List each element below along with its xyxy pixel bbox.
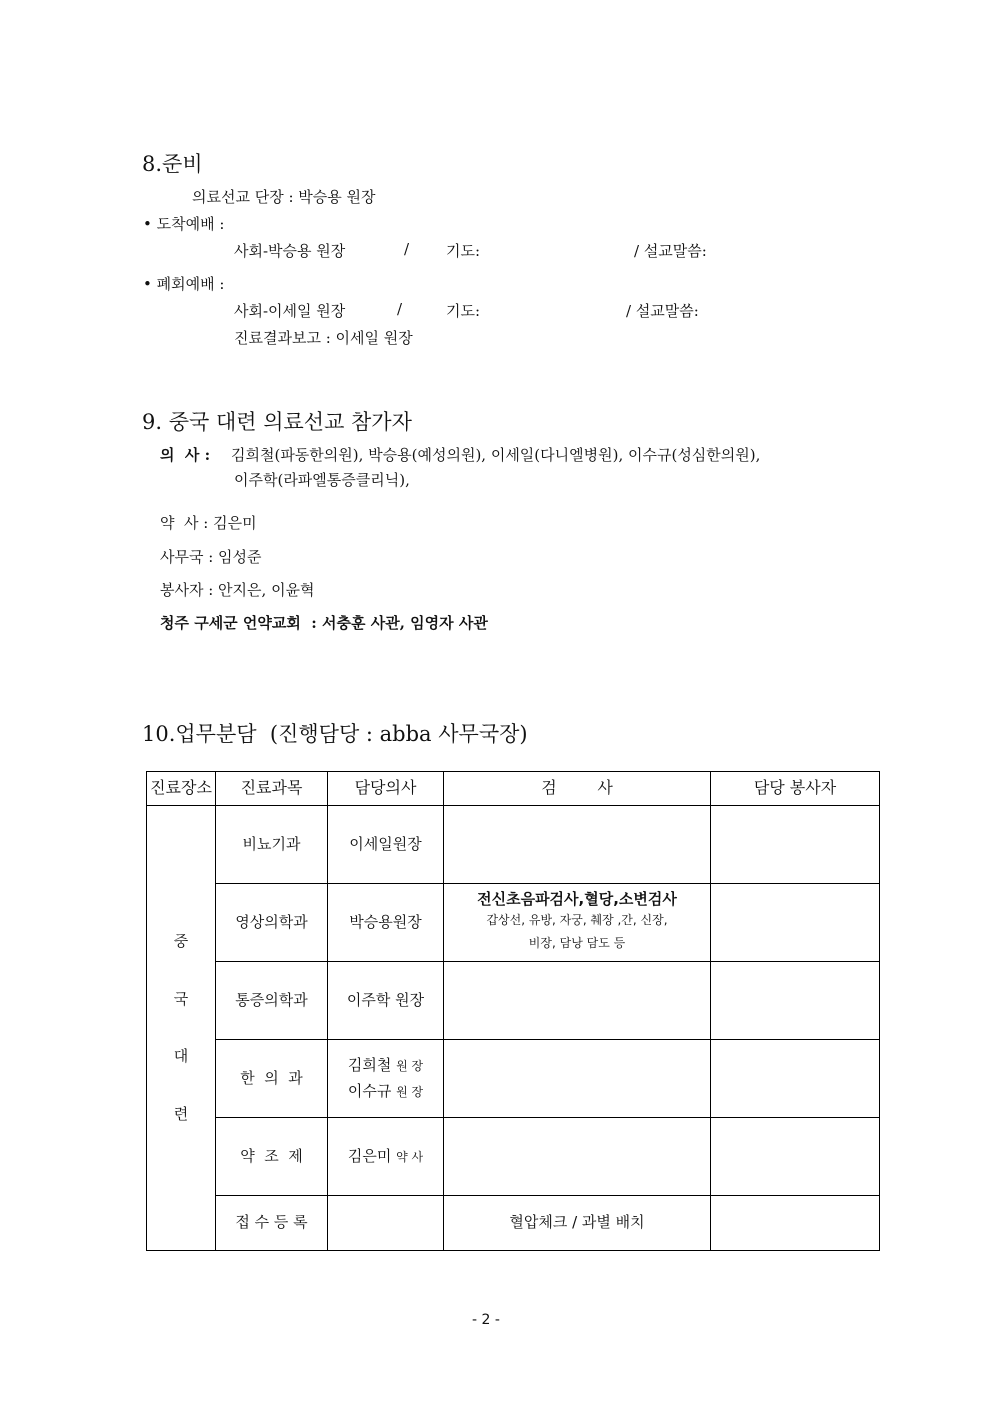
office-staff: 사무국 : 임성준: [160, 548, 262, 566]
doctor-cell: 박승용원장: [328, 884, 444, 962]
header-department: 진료과목: [216, 772, 328, 806]
closing-prayer: 기도:: [446, 302, 481, 320]
dept-cell: 비뇨기과: [216, 806, 328, 884]
dept-cell: 영상의학과: [216, 884, 328, 962]
volunteer-cell: [711, 962, 880, 1040]
header-exam: 검 사: [444, 772, 711, 806]
place-cell: [147, 806, 216, 1251]
place-char: 대: [173, 1047, 189, 1065]
exam-cell: [444, 1040, 711, 1118]
doctor-name: 이수규: [347, 1081, 392, 1100]
work-assignment-table: [146, 771, 880, 1251]
closing-service-label: • 폐회예배 :: [143, 275, 225, 293]
doctor-cell: [328, 1118, 444, 1196]
doctor-cell: 이세일원장: [328, 806, 444, 884]
header-doctor: 담당의사: [328, 772, 444, 806]
doctors-line1: 김희철(파동한의원), 박승용(예성의원), 이세일(다니엘병원), 이수규(성심한의원),: [231, 446, 761, 464]
doctor-name: 김희철: [347, 1056, 392, 1074]
doctor-title: 약 사: [396, 1149, 424, 1164]
volunteer-cell: [711, 1040, 880, 1118]
arrival-service-label: • 도착예배 :: [143, 215, 225, 233]
table-row: [147, 962, 880, 1040]
dept-cell: 한 의 과: [216, 1040, 328, 1118]
closing-slash: /: [397, 300, 403, 318]
table-row: [147, 1040, 880, 1118]
header-volunteer: 담당 봉사자: [711, 772, 880, 806]
exam-cell: [444, 884, 711, 962]
place-char: 련: [173, 1104, 189, 1123]
dept-cell: 약 조 제: [216, 1118, 328, 1196]
exam-cell: [444, 962, 711, 1040]
exam-cell: [444, 806, 711, 884]
header-place: 진료장소: [147, 772, 216, 806]
exam-main: 전신초음파검사,혈당,소변검사: [477, 889, 677, 908]
doctor-cell: 이주학 원장: [328, 962, 444, 1040]
exam-cell: [444, 1118, 711, 1196]
doctor-line: [328, 1056, 443, 1076]
doctor-name: 김은미: [347, 1146, 392, 1165]
doctor-title: 원 장: [396, 1084, 424, 1099]
pharmacist: 약 사 : 김은미: [160, 514, 257, 532]
section9-title: 9. 중국 대련 의료선교 참가자: [142, 410, 412, 434]
church-participants: 청주 구세군 언약교회 : 서충훈 사관, 임영자 사관: [160, 614, 488, 632]
doctors-label: 의 사 :: [160, 446, 211, 464]
doctor-title: 원 장: [396, 1059, 424, 1073]
dept-cell: 통증의학과: [216, 962, 328, 1040]
place-char: 중: [173, 932, 189, 950]
doctors-line2: 이주학(라파엘통증클리닉),: [234, 471, 410, 489]
arrival-host: 사회-박승용 원장: [234, 242, 346, 260]
arrival-sermon: / 설교말씀:: [634, 242, 707, 260]
table-row: [147, 1118, 880, 1196]
volunteer-cell: [711, 806, 880, 884]
arrival-prayer: 기도:: [446, 242, 481, 260]
volunteers: 봉사자 : 안지은, 이윤혁: [160, 581, 315, 599]
exam-sub-line: 갑상선, 유방, 자궁, 췌장 ,간, 신장,: [486, 913, 668, 928]
exam-sub-line: 비장, 담낭 담도 등: [528, 936, 626, 951]
doctor-cell: [328, 1040, 444, 1118]
treatment-report: 진료결과보고 : 이세일 원장: [234, 329, 413, 347]
table-row: [147, 1196, 880, 1251]
table-header-row: [147, 772, 880, 806]
mission-leader: 의료선교 단장 : 박승용 원장: [192, 188, 376, 206]
exam-cell: 혈압체크 / 과별 배치: [444, 1196, 711, 1251]
section10-title: 10.업무분담 (진행담당 : abba 사무국장): [142, 722, 528, 746]
volunteer-cell: [711, 1118, 880, 1196]
doctor-cell: [328, 1196, 444, 1251]
section8-title: 8.준비: [142, 152, 203, 176]
closing-host: 사회-이세일 원장: [234, 302, 346, 320]
table-row: [147, 806, 880, 884]
place-char: 국: [173, 989, 189, 1008]
dept-cell: 접 수 등 록: [216, 1196, 328, 1251]
closing-sermon: / 설교말씀:: [626, 302, 699, 320]
arrival-slash: /: [404, 240, 410, 258]
table-row: [147, 884, 880, 962]
volunteer-cell: [711, 884, 880, 962]
volunteer-cell: [711, 1196, 880, 1251]
doctor-line: [328, 1082, 443, 1102]
page-number: - 2 -: [472, 1312, 500, 1328]
